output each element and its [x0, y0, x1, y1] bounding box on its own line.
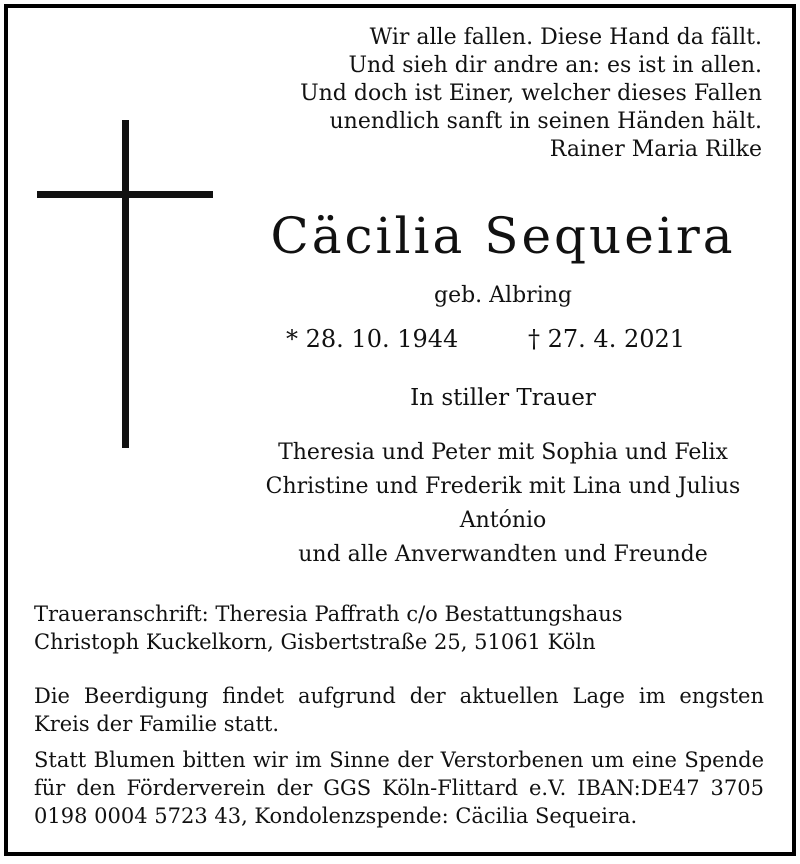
poem-line: Wir alle fallen. Diese Hand da fällt. [369, 25, 762, 50]
birth-name: geb. Albring [434, 283, 572, 308]
mourning-line: In stiller Trauer [410, 385, 596, 411]
mourner-line: António [459, 508, 547, 533]
deceased-name: Cäcilia Sequeira [270, 207, 736, 265]
mourning-address [34, 600, 764, 656]
address-line: Traueranschrift: Theresia Paffrath c/o Bestattungshaus [34, 602, 623, 626]
poem-author: Rainer Maria Rilke [549, 137, 762, 162]
obituary-notice [4, 4, 796, 856]
cross-icon [122, 120, 129, 448]
poem [300, 24, 762, 164]
mourner-line: und alle Anverwandten und Freunde [298, 542, 708, 567]
cross-icon [37, 191, 213, 198]
mourner-line: Christine und Frederik mit Lina und Julius [265, 474, 741, 499]
address-line: Christoph Kuckelkorn, Gisbertstraße 25, 51061 Köln [34, 630, 596, 654]
funeral-notice: Die Beerdigung findet aufgrund der aktuellen Lage im engsten Kreis der Familie statt. [34, 684, 764, 736]
mourners-list [238, 436, 768, 572]
poem-line: Und doch ist Einer, welcher dieses Fallen [300, 81, 762, 106]
poem-line: unendlich sanft in seinen Händen hält. [329, 109, 762, 134]
birth-date: * 28. 10. 1944 [286, 325, 459, 353]
death-date: † 27. 4. 2021 [528, 325, 686, 353]
poem-line: Und sieh dir andre an: es ist in allen. [348, 53, 762, 78]
donation-notice: Statt Blumen bitten wir im Sinne der Verstorbenen um eine Spende für den Förderverein der GGS Köln-Flittard e.V. IBAN:DE47 3705 0198 0004 5723 43, Kondolenzspende: Cäcilia Sequeira. [34, 748, 764, 828]
mourner-line: Theresia und Peter mit Sophia und Felix [278, 440, 728, 465]
